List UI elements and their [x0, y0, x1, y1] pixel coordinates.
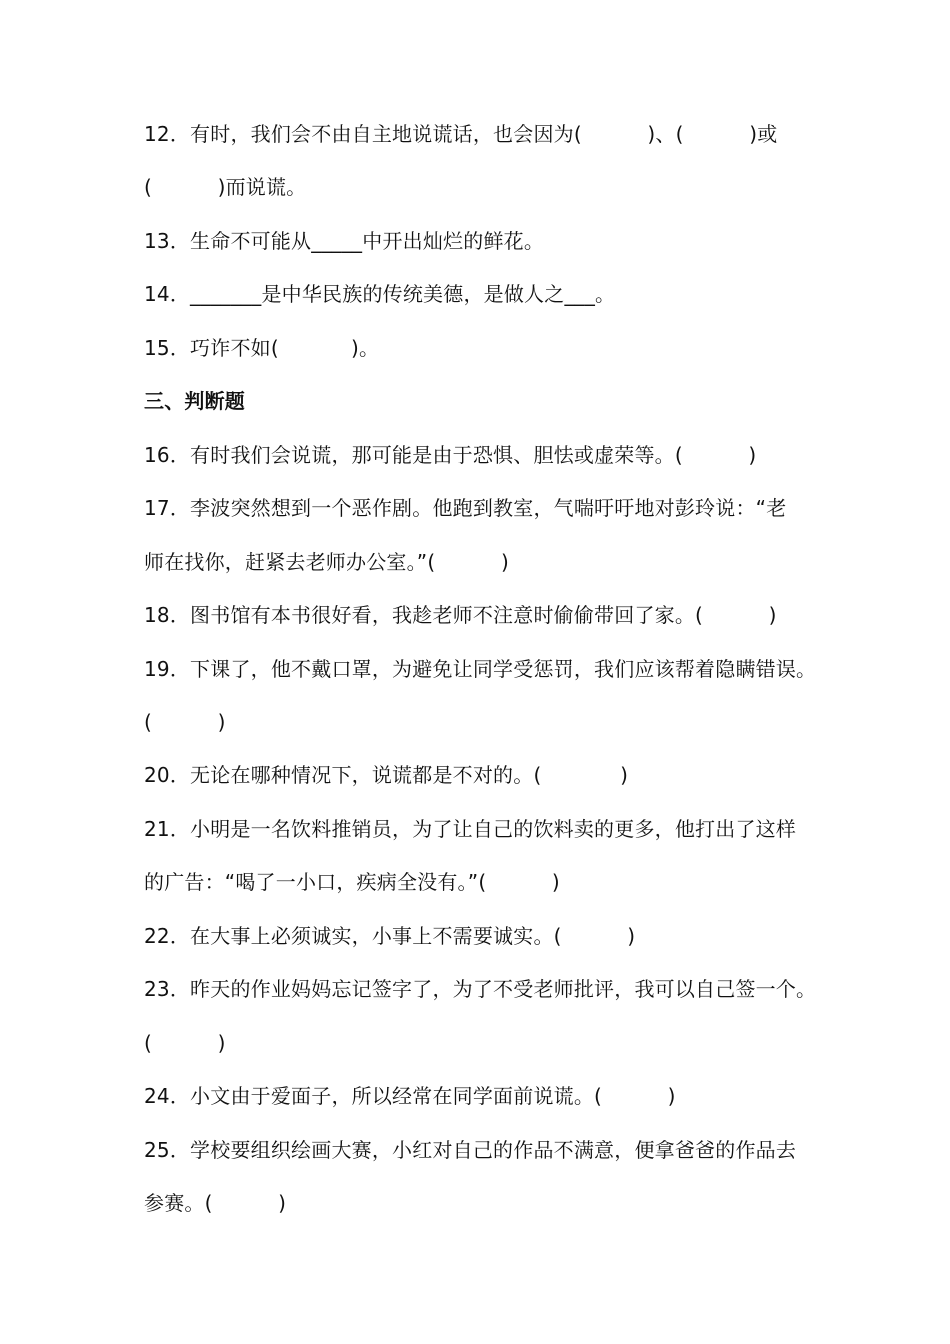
section-heading-judgment: 三、判断题	[144, 389, 245, 413]
question-25-line-2: 参赛。( )	[144, 1191, 287, 1215]
question-14: 14．_______是中华民族的传统美德，是做人之___。	[144, 282, 616, 306]
question-23-line-1: 23．昨天的作业妈妈忘记签字了，为了不受老师批评，我可以自己签一个。	[144, 977, 817, 1001]
question-24: 24．小文由于爱面子，所以经常在同学面前说谎。( )	[144, 1084, 676, 1108]
question-13: 13．生命不可能从_____中开出灿烂的鲜花。	[144, 229, 545, 253]
question-22: 22．在大事上必须诚实，小事上不需要诚实。( )	[144, 924, 636, 948]
question-15: 15．巧诈不如( )。	[144, 336, 380, 360]
question-17-line-1: 17．李波突然想到一个恶作剧。他跑到教室，气喘吁吁地对彭玲说：“老	[144, 496, 787, 520]
question-12-line-1: 12．有时，我们会不由自主地说谎话，也会因为( )、( )或	[144, 122, 778, 146]
question-21-line-2: 的广告：“喝了一小口，疾病全没有。”( )	[144, 870, 560, 894]
question-20: 20．无论在哪种情况下，说谎都是不对的。( )	[144, 763, 629, 787]
question-18: 18．图书馆有本书很好看，我趁老师不注意时偷偷带回了家。( )	[144, 603, 777, 627]
question-12-line-2: ( )而说谎。	[144, 175, 307, 199]
question-21-line-1: 21．小明是一名饮料推销员，为了让自己的饮料卖的更多，他打出了这样	[144, 817, 797, 841]
question-23-line-2: ( )	[144, 1031, 226, 1055]
question-17-line-2: 师在找你，赶紧去老师办公室。”( )	[144, 550, 509, 574]
question-19-line-1: 19．下课了，他不戴口罩，为避免让同学受惩罚，我们应该帮着隐瞒错误。	[144, 657, 817, 681]
question-19-line-2: ( )	[144, 710, 226, 734]
question-25-line-1: 25．学校要组织绘画大赛，小红对自己的作品不满意，便拿爸爸的作品去	[144, 1138, 797, 1162]
question-16: 16．有时我们会说谎，那可能是由于恐惧、胆怯或虚荣等。( )	[144, 443, 757, 467]
